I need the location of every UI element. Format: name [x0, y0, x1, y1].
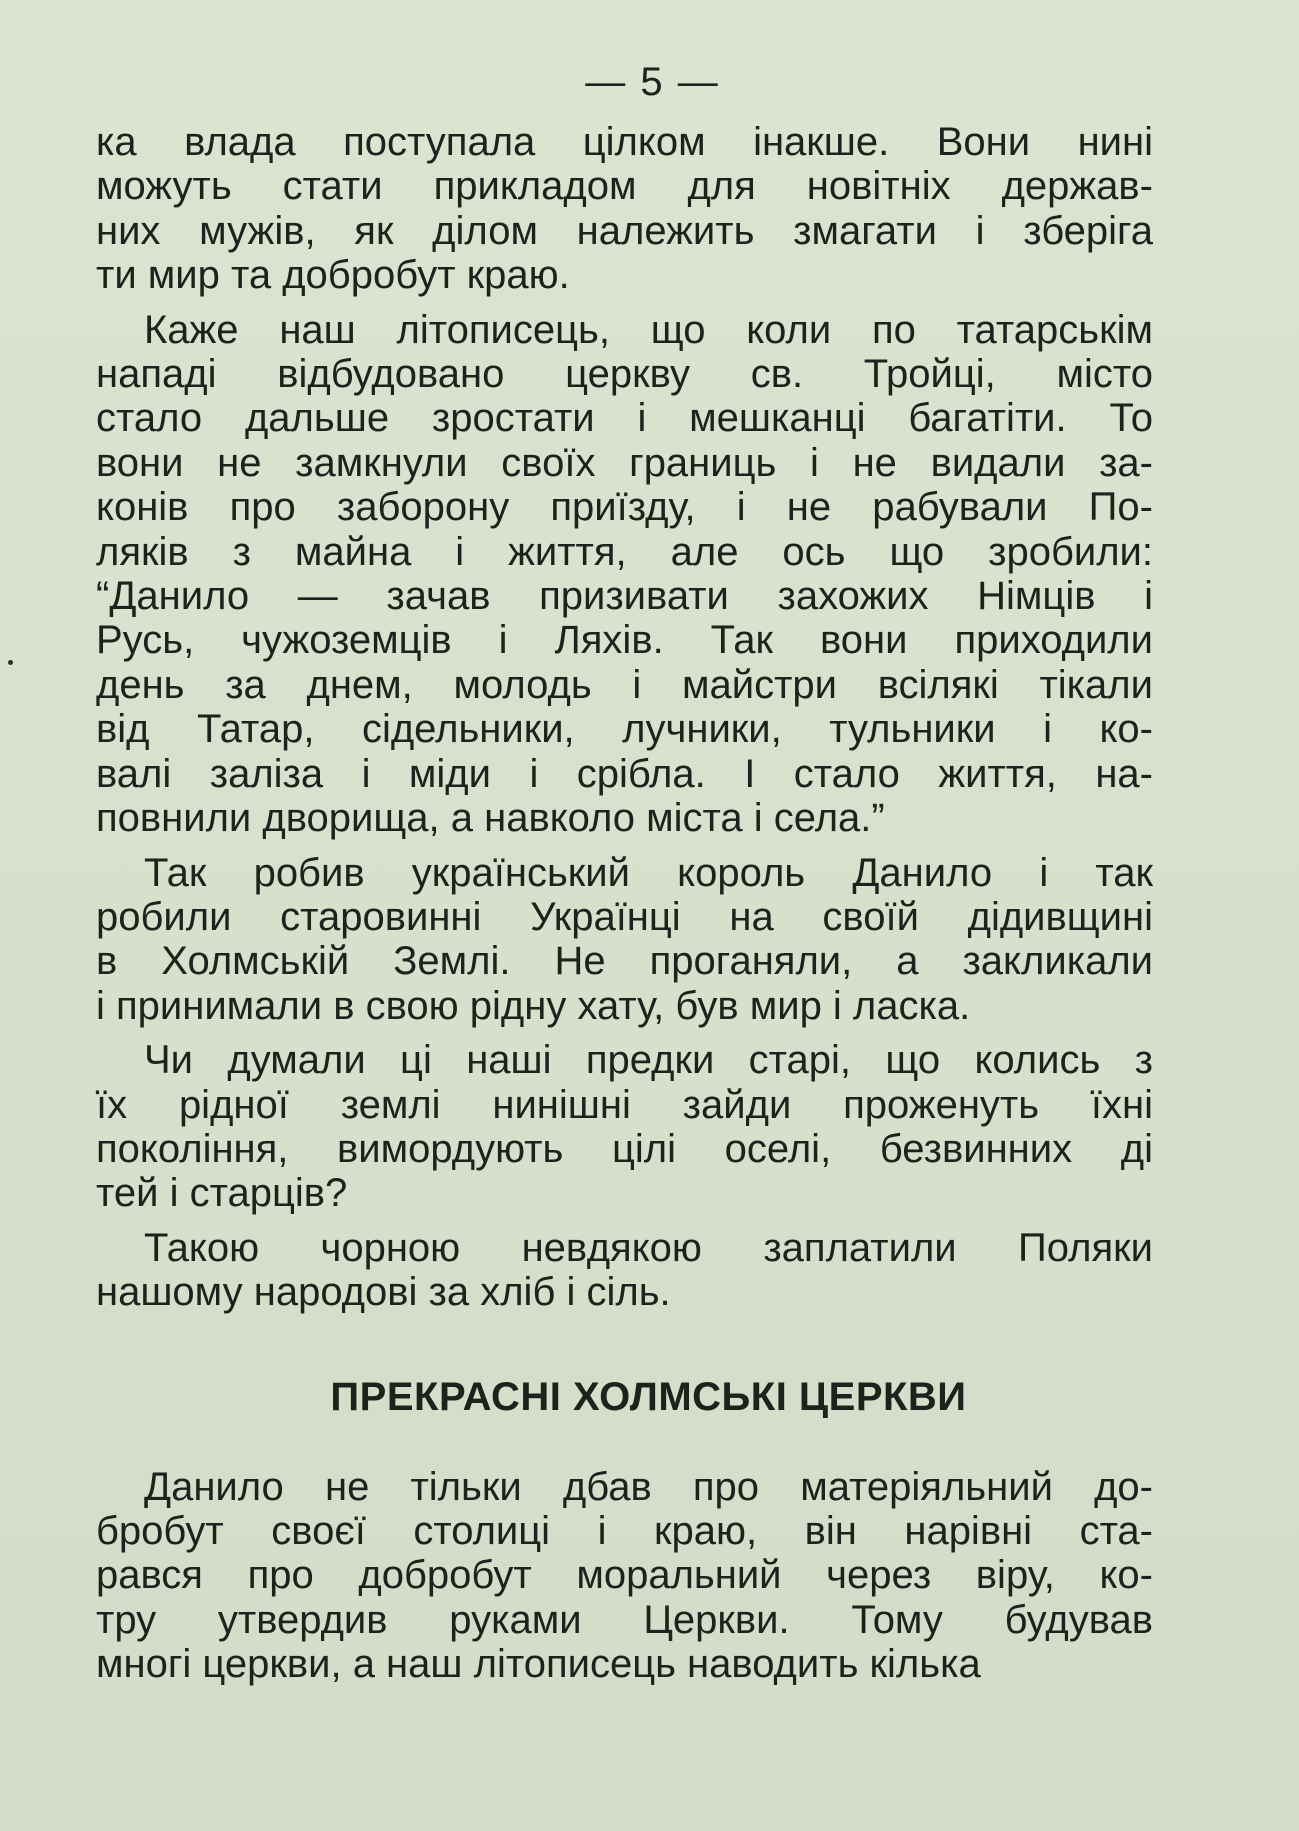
text-line: Так робив український король Данило і так [144, 850, 1153, 895]
text-line: вони не замкнули своїх границь і не видали за- [96, 440, 1153, 485]
text-line: день за днем, молодь і майстри всілякі тікали [96, 662, 1153, 707]
paragraph [96, 120, 1153, 298]
text-line: конів про заборону приїзду, і не рабували По- [96, 485, 1153, 530]
text-line: Чи думали ці наші предки старі, що колись з [144, 1038, 1153, 1083]
section-text [96, 1465, 1153, 1687]
paragraph [96, 851, 1153, 1029]
text-line: бробут своєї столиці і краю, він нарівні ста- [96, 1508, 1153, 1553]
text-line: їх рідної землі нинішні зайди проженуть їхні [96, 1082, 1153, 1127]
text-line: Такою чорною невдякою заплатили Поляки [144, 1225, 1153, 1270]
text-line: рався про добробут моральний через віру, ко- [96, 1553, 1153, 1598]
text-line: тру утвердив руками Церкви. Тому будував [96, 1597, 1153, 1642]
print-speck [8, 660, 13, 665]
text-line: робили старовинні Українці на своїй дідивщині [96, 894, 1153, 939]
text-line: стало дальше зростати і мешканці багатіти. То [96, 396, 1153, 441]
text-line: Русь, чужоземців і Ляхів. Так вони приходили [96, 618, 1153, 663]
text-line: можуть стати прикладом для новітніх держав- [96, 164, 1153, 209]
text-line: нападі відбудовано церкву св. Тройці, місто [96, 352, 1153, 397]
text-line: ляків з майна і життя, але ось що зробили: [96, 529, 1153, 574]
body-text [96, 120, 1153, 1315]
text-line: Каже наш літописець, що коли по татарськім [144, 307, 1153, 352]
text-line: них мужів, як ділом належить змагати і зберіга [96, 208, 1153, 253]
text-line: Данило не тільки дбав про матеріяльний до- [144, 1464, 1153, 1509]
text-line: і принимали в свою рідну хату, був мир і ласка. [96, 983, 971, 1028]
paragraph [96, 308, 1153, 841]
text-line: тей і старців? [96, 1171, 348, 1216]
text-line: від Татар, сідельники, лучники, тульники і ко- [96, 707, 1153, 752]
section-heading: ПРЕКРАСНІ ХОЛМСЬКІ ЦЕРКВИ [330, 1374, 967, 1419]
text-line: ти мир та добробут краю. [96, 253, 570, 298]
paragraph [96, 1465, 1153, 1687]
text-line: валі заліза і міди і срібла. І стало життя, на- [96, 751, 1153, 796]
text-line: нашому народові за хліб і сіль. [96, 1270, 671, 1315]
text-line: ка влада поступала цілком інакше. Вони нині [96, 120, 1153, 164]
page-number: — 5 — [585, 60, 720, 104]
paragraph [96, 1226, 1153, 1315]
paragraph [96, 1038, 1153, 1216]
text-line: в Холмській Землі. Не проганяли, а закликали [96, 939, 1153, 984]
text-line: “Данило — зачав призивати захожих Німців і [96, 574, 1153, 619]
text-line: покоління, вимордують цілі оселі, безвинних ді [96, 1126, 1153, 1171]
text-line: многі церкви, а наш літописець наводить кілька [96, 1642, 981, 1687]
text-line: повнили дворища, а навколо міста і села.” [96, 796, 885, 841]
